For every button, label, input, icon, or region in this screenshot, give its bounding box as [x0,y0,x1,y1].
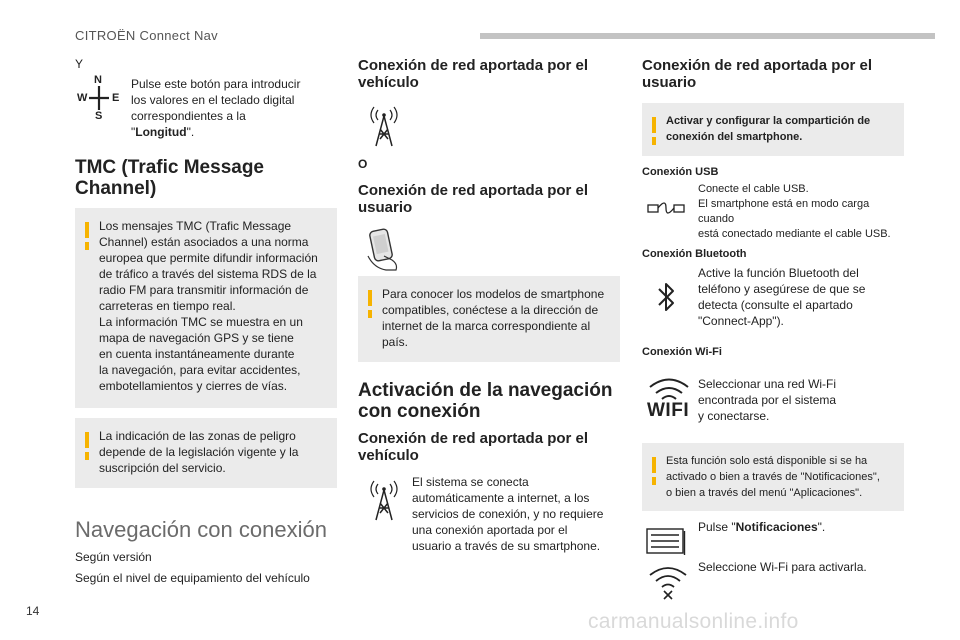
smartphone-icon [362,226,406,274]
antenna-icon [366,106,402,148]
wifi-heading: Conexión Wi-Fi [642,346,722,358]
page-number: 14 [26,604,40,618]
usb-heading: Conexión USB [642,166,719,178]
compass-s-label: S [95,110,103,122]
usb-cable-icon [646,196,686,222]
note-accent-bar [85,452,89,460]
tmc-info-text: Los mensajes TMC (Trafic Message Channel) están asociados a una norma europea que permite difundir información de tráfico a través del sistema RDS de la radio FM para transmitir información de carreteras en tiempo real. La información TMC se muestra en un mapa de navegación GPS y se tiene en cuenta instantáneamente durante la navegación, para evitar accidentes, embotellamientos y cierres de vías. [99,219,318,393]
note-accent-bar [85,222,89,238]
wifi-icon [646,378,692,422]
notifications-instruction: Pulse "Notificaciones". [698,520,826,534]
y-label: Y [75,57,84,71]
activation-heading: Activación de la navegación con conexión [358,380,613,422]
connected-nav-heading: Navegación con conexión [75,517,327,542]
tmc-heading: TMC (Trafic Message Channel) [75,157,264,199]
compass-n-label: N [94,74,102,86]
page-header-title: CITROËN Connect Nav [75,28,218,43]
smartphone-models-text: Para conocer los modelos de smartphone compatibles, conéctese a la dirección de internet de la marca correspondiente al país. [382,287,605,349]
watermark: carmanualsonline.info [588,610,799,633]
bluetooth-text: Active la función Bluetooth del teléfono y asegúrese de que se detecta (consulte el apartado "Connect-App"). [698,266,866,328]
header-divider-bar [480,33,935,39]
tmc-info-note [75,208,337,408]
smartphone-models-note [358,276,620,362]
compass-w-label: W [77,92,88,104]
notifications-list-icon [646,528,686,556]
share-connection-text: Activar y configurar la compartición de conexión del smartphone. [666,115,871,143]
note-accent-bar [652,477,656,485]
bluetooth-heading: Conexión Bluetooth [642,248,747,260]
compass-icon [77,74,121,124]
version-line: Según versión [75,550,152,564]
wifi-availability-text: Esta función solo está disponible si se ha activado o bien a través de "Notificaciones", o bien a través del menú "Aplicaciones". [666,455,880,499]
wifi-icon-label: WIFI [647,400,690,421]
equipment-line: Según el nivel de equipamiento del vehículo [75,571,310,585]
wifi-off-icon [646,566,690,600]
vehicle-connection-heading: Conexión de red aportada por el vehículo [358,57,589,91]
note-accent-bar [368,310,372,318]
vehicle-connection-heading-2: Conexión de red aportada por el vehículo [358,430,589,464]
compass-e-label: E [112,92,120,104]
antenna-icon [366,480,402,522]
wifi-availability-note [642,443,904,511]
share-connection-note [642,103,904,156]
user-connection-heading: Conexión de red aportada por el usuario [358,182,589,216]
compass-description: Pulse este botón para introducir los valores en el teclado digital correspondientes a la "Longitud". [131,77,301,139]
note-accent-bar [652,137,656,145]
usb-text: Conecte el cable USB. El smartphone está en modo carga cuando está conectado mediante el cable USB. [698,183,891,240]
note-accent-bar [85,242,89,250]
wifi-text: Seleccionar una red Wi-Fi encontrada por el sistema y conectarse. [698,377,837,423]
note-accent-bar [368,290,372,306]
bluetooth-icon [656,280,678,314]
danger-zones-text: La indicación de las zonas de peligro depende de la legislación vigente y la suscripción del servicio. [99,429,299,475]
note-accent-bar [652,457,656,473]
user-connection-heading: Conexión de red aportada por el usuario [642,57,873,91]
vehicle-connection-text: El sistema se conecta automáticamente a internet, a los servicios de conexión, y no requiere una conexión aportada por el usuario a través de su smartphone. [412,475,604,553]
note-accent-bar [652,117,656,133]
danger-zones-note [75,418,337,488]
note-accent-bar [85,432,89,448]
wifi-activate-instruction: Seleccione Wi-Fi para activarla. [698,560,867,574]
or-label: O [358,157,368,171]
